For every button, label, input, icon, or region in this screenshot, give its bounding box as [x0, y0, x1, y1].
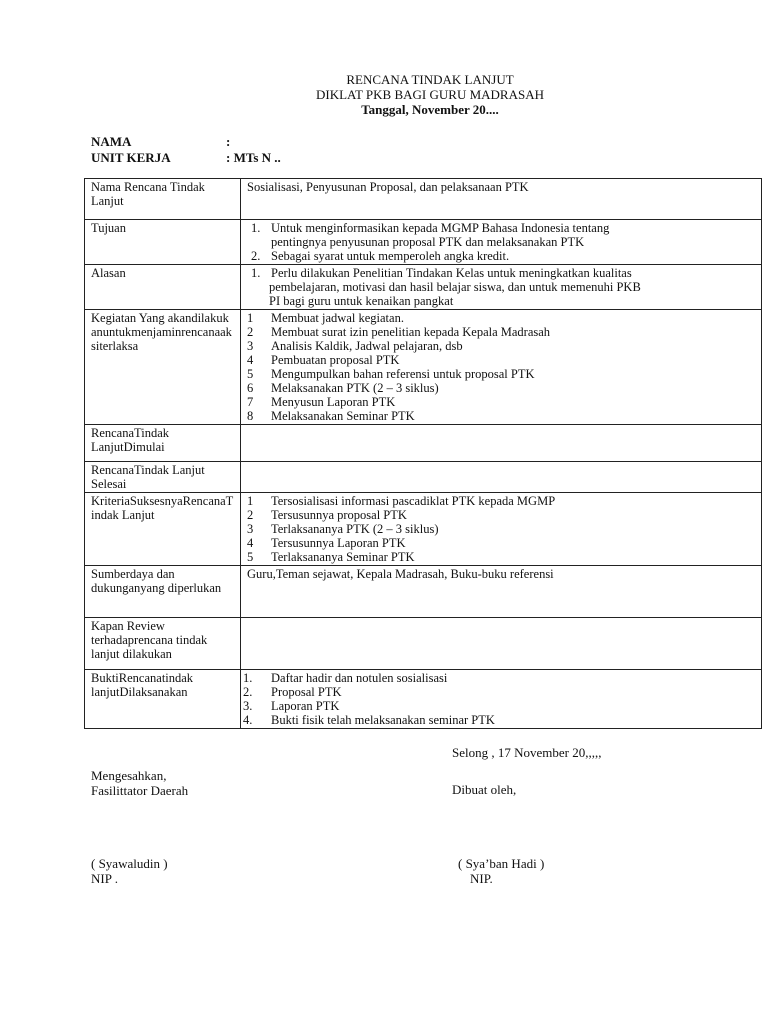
- rtl-table: [84, 178, 762, 729]
- list-item: Untuk menginformasikan kepada MGMP Bahasa Indonesia tentang: [271, 221, 610, 235]
- row-nama-rtl: [85, 179, 762, 220]
- row-label: Kapan Review terhadaprencana tindak lanjut dilakukan: [85, 618, 241, 670]
- list-number: 1.: [251, 266, 261, 280]
- list-item: Pembuatan proposal PTK: [271, 353, 400, 367]
- identity-block: [91, 134, 281, 166]
- list-item: Analisis Kaldik, Jadwal pelajaran, dsb: [271, 339, 463, 353]
- list-item-cont: pentingnya penyusunan proposal PTK dan melaksanakan PTK: [271, 235, 585, 249]
- list-item: Sebagai syarat untuk memperoleh angka kredit.: [271, 249, 510, 263]
- list-number: 6: [247, 381, 254, 395]
- list-item: Daftar hadir dan notulen sosialisasi: [271, 671, 448, 685]
- signer-right-nip: NIP.: [470, 871, 493, 886]
- row-label: Kegiatan Yang akandilakukanuntukmenjaminrencanaaksiterlaksa: [85, 310, 241, 425]
- list-number: 2: [247, 325, 254, 339]
- list-item-cont: PI bagi guru untuk kenaikan pangkat: [269, 294, 454, 308]
- row-alasan: [85, 265, 762, 310]
- list-item: Terlaksananya Seminar PTK: [271, 550, 415, 564]
- row-value: Guru,Teman sejawat, Kepala Madrasah, Buku-buku referensi: [241, 566, 762, 618]
- row-label: Tujuan: [85, 220, 241, 265]
- signature-right: [458, 856, 544, 886]
- list-number: 7: [247, 395, 254, 409]
- list-number: 1.: [243, 671, 253, 685]
- tujuan-list: [241, 220, 762, 265]
- row-label: Alasan: [85, 265, 241, 310]
- list-item: Menyusun Laporan PTK: [271, 395, 396, 409]
- list-item: Tersusunnya proposal PTK: [271, 508, 407, 522]
- kegiatan-list: [241, 310, 762, 425]
- list-item: Bukti fisik telah melaksanakan seminar PTK: [271, 713, 495, 727]
- list-item: Membuat jadwal kegiatan.: [271, 311, 404, 325]
- list-item: Membuat surat izin penelitian kepada Kepala Madrasah: [271, 325, 551, 339]
- row-label: Nama Rencana Tindak Lanjut: [85, 179, 241, 220]
- list-number: 1: [247, 494, 254, 508]
- list-item: Terlaksananya PTK (2 – 3 siklus): [271, 522, 439, 536]
- approval-block: [91, 768, 188, 798]
- alasan-list: [241, 265, 762, 310]
- list-item: Tersosialisasi informasi pascadiklat PTK kepada MGMP: [271, 494, 556, 508]
- unit-kerja-value: : MTs N ..: [226, 150, 281, 165]
- list-number: 2.: [251, 249, 261, 263]
- row-label: BuktiRencanatindak lanjutDilaksanakan: [85, 670, 241, 729]
- list-item: Perlu dilakukan Penelitian Tindakan Kelas untuk meningkatkan kualitas: [271, 266, 632, 280]
- list-number: 3: [247, 522, 254, 536]
- row-kegiatan: [85, 310, 762, 425]
- title-date: Tanggal, November 20....: [361, 102, 499, 117]
- row-label: KriteriaSuksesnyaRencanaTindak Lanjut: [85, 493, 241, 566]
- list-number: 5: [247, 367, 254, 381]
- title-line-2: DIKLAT PKB BAGI GURU MADRASAH: [315, 87, 544, 102]
- row-review: [85, 618, 762, 670]
- row-label: RencanaTindak Lanjut Selesai: [85, 462, 241, 493]
- list-number: 2.: [243, 685, 253, 699]
- place-date: Selong , 17 November 20,,,,,: [452, 745, 602, 760]
- signer-left-name: ( Syawaludin ): [91, 856, 168, 871]
- kriteria-list: [241, 493, 762, 566]
- nama-label: NAMA: [91, 134, 132, 149]
- document-header: [0, 72, 768, 117]
- list-number: 8: [247, 409, 254, 423]
- list-number: 5: [247, 550, 254, 564]
- list-number: 3: [247, 339, 254, 353]
- fasilitator-label: Fasilittator Daerah: [91, 783, 189, 798]
- list-number: 1: [247, 311, 254, 325]
- list-number: 4: [247, 536, 254, 550]
- list-number: 3.: [243, 699, 253, 713]
- row-dimulai: [85, 425, 762, 462]
- list-number: 4: [247, 353, 254, 367]
- list-number: 1.: [251, 221, 261, 235]
- row-sumberdaya: [85, 566, 762, 618]
- signer-left-nip: NIP .: [91, 871, 118, 886]
- list-number: 4.: [243, 713, 253, 727]
- row-bukti: [85, 670, 762, 729]
- unit-kerja-label: UNIT KERJA: [91, 150, 171, 165]
- row-value-empty: [241, 618, 762, 670]
- list-item-cont: pembelajaran, motivasi dan hasil belajar siswa, dan untuk memenuhi PKB: [269, 280, 641, 294]
- dibuat-oleh-label: Dibuat oleh,: [452, 782, 517, 797]
- row-value-empty: [241, 462, 762, 493]
- row-label: Sumberdaya dan dukunganyang diperlukan: [85, 566, 241, 618]
- list-item: Tersusunnya Laporan PTK: [271, 536, 406, 550]
- bukti-list: [241, 670, 762, 729]
- row-tujuan: [85, 220, 762, 265]
- signature-left: [91, 856, 168, 886]
- list-number: 2: [247, 508, 254, 522]
- signer-right-name: ( Sya’ban Hadi ): [458, 856, 545, 871]
- list-item: Mengumpulkan bahan referensi untuk proposal PTK: [271, 367, 535, 381]
- mengesahkan-label: Mengesahkan,: [91, 768, 167, 783]
- row-value-empty: [241, 425, 762, 462]
- nama-value: :: [226, 134, 231, 149]
- row-selesai: [85, 462, 762, 493]
- row-value: Sosialisasi, Penyusunan Proposal, dan pelaksanaan PTK: [241, 179, 762, 220]
- list-item: Laporan PTK: [271, 699, 340, 713]
- list-item: Melaksanakan Seminar PTK: [271, 409, 415, 423]
- list-item: Proposal PTK: [271, 685, 342, 699]
- list-item: Melaksanakan PTK (2 – 3 siklus): [271, 381, 439, 395]
- row-label: RencanaTindak LanjutDimulai: [85, 425, 241, 462]
- title-line-1: RENCANA TINDAK LANJUT: [346, 72, 514, 87]
- row-kriteria: [85, 493, 762, 566]
